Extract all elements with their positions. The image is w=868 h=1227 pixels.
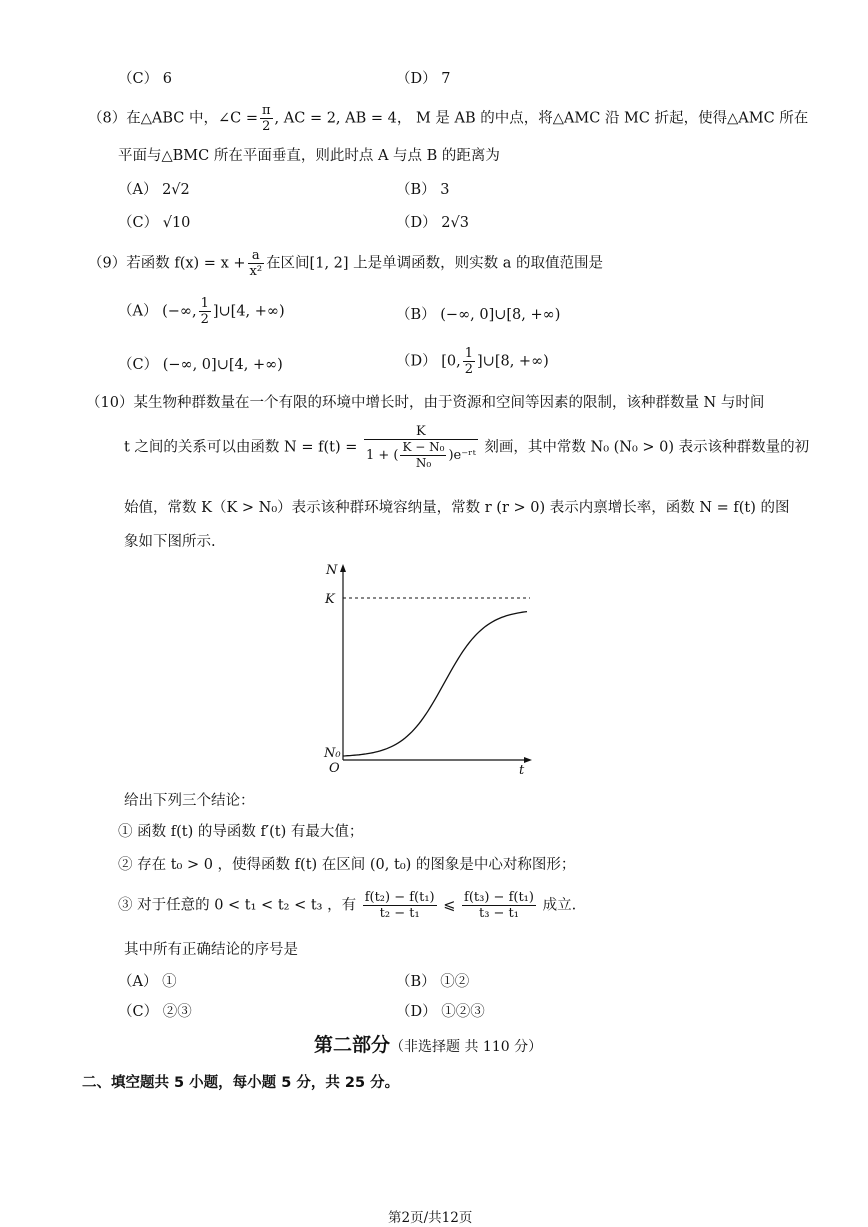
q8-option-d: （D） 2√3 [396, 215, 469, 231]
q10-stem-line4: 象如下图所示. [124, 534, 216, 550]
q10-logistic-formula: K 1 + ( $\frac{\text{K − N₀}}{\text{N₀}}$ )e⁻ʳᵗ [365, 424, 476, 470]
q10-conclusion-3: ③ 对于任意的 0 < t₁ < t₂ < t₃ ，有 $\frac{\text{f(t₂) − f(t₁)}}{\text{t₂ − t₁}}$ ⩽ $\frac{\text{f(t₃) − f(t₁)}}{\text{t₃ − t₁}}$ 成立. [118, 890, 577, 921]
y-axis-label: N [326, 563, 338, 578]
q10-stem-line2: t 之间的关系可以由函数 N = f(t) = K 1 + ( $\frac{\text{K − N₀}}{\text{N₀}}$ )e⁻ʳᵗ 刻画，其中常数 N₀ (N₀ > 0) 表示该种群数量的初 [124, 424, 810, 470]
page-footer: 第2页/共12页 [388, 1210, 473, 1226]
q9-option-c: （C） (−∞, 0]∪[4, +∞) [118, 357, 283, 373]
x-axis-arrow [524, 757, 532, 763]
q10-stem-line3: 始值，常数 K（K > N₀）表示该种群环境容纳量，常数 r (r > 0) 表示内禀增长率，函数 N = f(t) 的图 [124, 500, 790, 516]
q10-number: （10） [86, 395, 134, 411]
q8-fraction: $\frac{\pi}{2}$ [262, 103, 271, 134]
q10-conclusion-1: ① 函数 f(t) 的导函数 f′(t) 有最大值； [118, 824, 364, 840]
q10-option-c: （C） ②③ [118, 1004, 192, 1020]
y-axis-arrow [340, 564, 346, 572]
q8-option-b: （B） 3 [396, 182, 450, 198]
q10-option-b: （B） ①② [396, 974, 470, 990]
q9-option-d: （D） [0, $\frac{1}{2}$ ]∪[8, +∞) [396, 346, 549, 377]
q9-number: （9） [88, 255, 127, 272]
q8-stem-line1: （8）在△ABC 中，∠C = $\frac{\pi}{2}$ , AC = 2, AB = 4， M 是 AB 的中点，将△AMC 沿 MC 折起，使得△AMC 所在 [88, 103, 809, 134]
q7-option-d: （D） 7 [396, 71, 451, 87]
x-axis-label: t [519, 763, 525, 778]
q9-stem: （9）若函数 f(x) = x + $\frac{a}{\text{x²}}$ 在区间[1, 2] 上是单调函数，则实数 a 的取值范围是 [88, 248, 604, 279]
q8-option-a: （A） 2√2 [118, 182, 190, 198]
part2-title: 第二部分 [314, 1034, 391, 1056]
origin-label: O [329, 761, 340, 776]
section2-heading: 二、填空题共 5 小题，每小题 5 分，共 25 分。 [82, 1075, 400, 1091]
logistic-curve-graph [320, 560, 540, 780]
q9-fraction: $\frac{a}{\text{x²}}$ [249, 248, 263, 279]
q10-option-a: （A） ① [118, 974, 177, 990]
q8-option-c: （C） √10 [118, 215, 191, 231]
logistic-curve [343, 612, 527, 756]
q10-stem-line1: （10）某生物种群数量在一个有限的环境中增长时，由于资源和空间等因素的限制，该种群数量 N 与时间 [86, 395, 765, 411]
k-label: K [325, 592, 335, 607]
q10-conclusion-2: ② 存在 t₀ > 0 ，使得函数 f(t) 在区间 (0, t₀) 的图象是中心对称图形； [118, 857, 576, 873]
q10-question: 其中所有正确结论的序号是 [124, 942, 298, 958]
q10-option-d: （D） ①②③ [396, 1004, 485, 1020]
part2-heading [314, 1030, 542, 1057]
q9-option-b: （B） (−∞, 0]∪[8, +∞) [396, 307, 561, 323]
q7-option-c: （C） 6 [118, 71, 172, 87]
q9-option-a: （A） (−∞, $\frac{1}{2}$ ]∪[4, +∞) [118, 296, 285, 327]
n0-label: N₀ [324, 746, 341, 761]
q8-number: （8） [88, 110, 127, 127]
part2-subtitle: （非选择题 共 110 分） [390, 1039, 543, 1055]
q8-stem-line2: 平面与△BMC 所在平面垂直，则此时点 A 与点 B 的距离为 [118, 148, 500, 164]
q10-given: 给出下列三个结论： [124, 793, 255, 809]
